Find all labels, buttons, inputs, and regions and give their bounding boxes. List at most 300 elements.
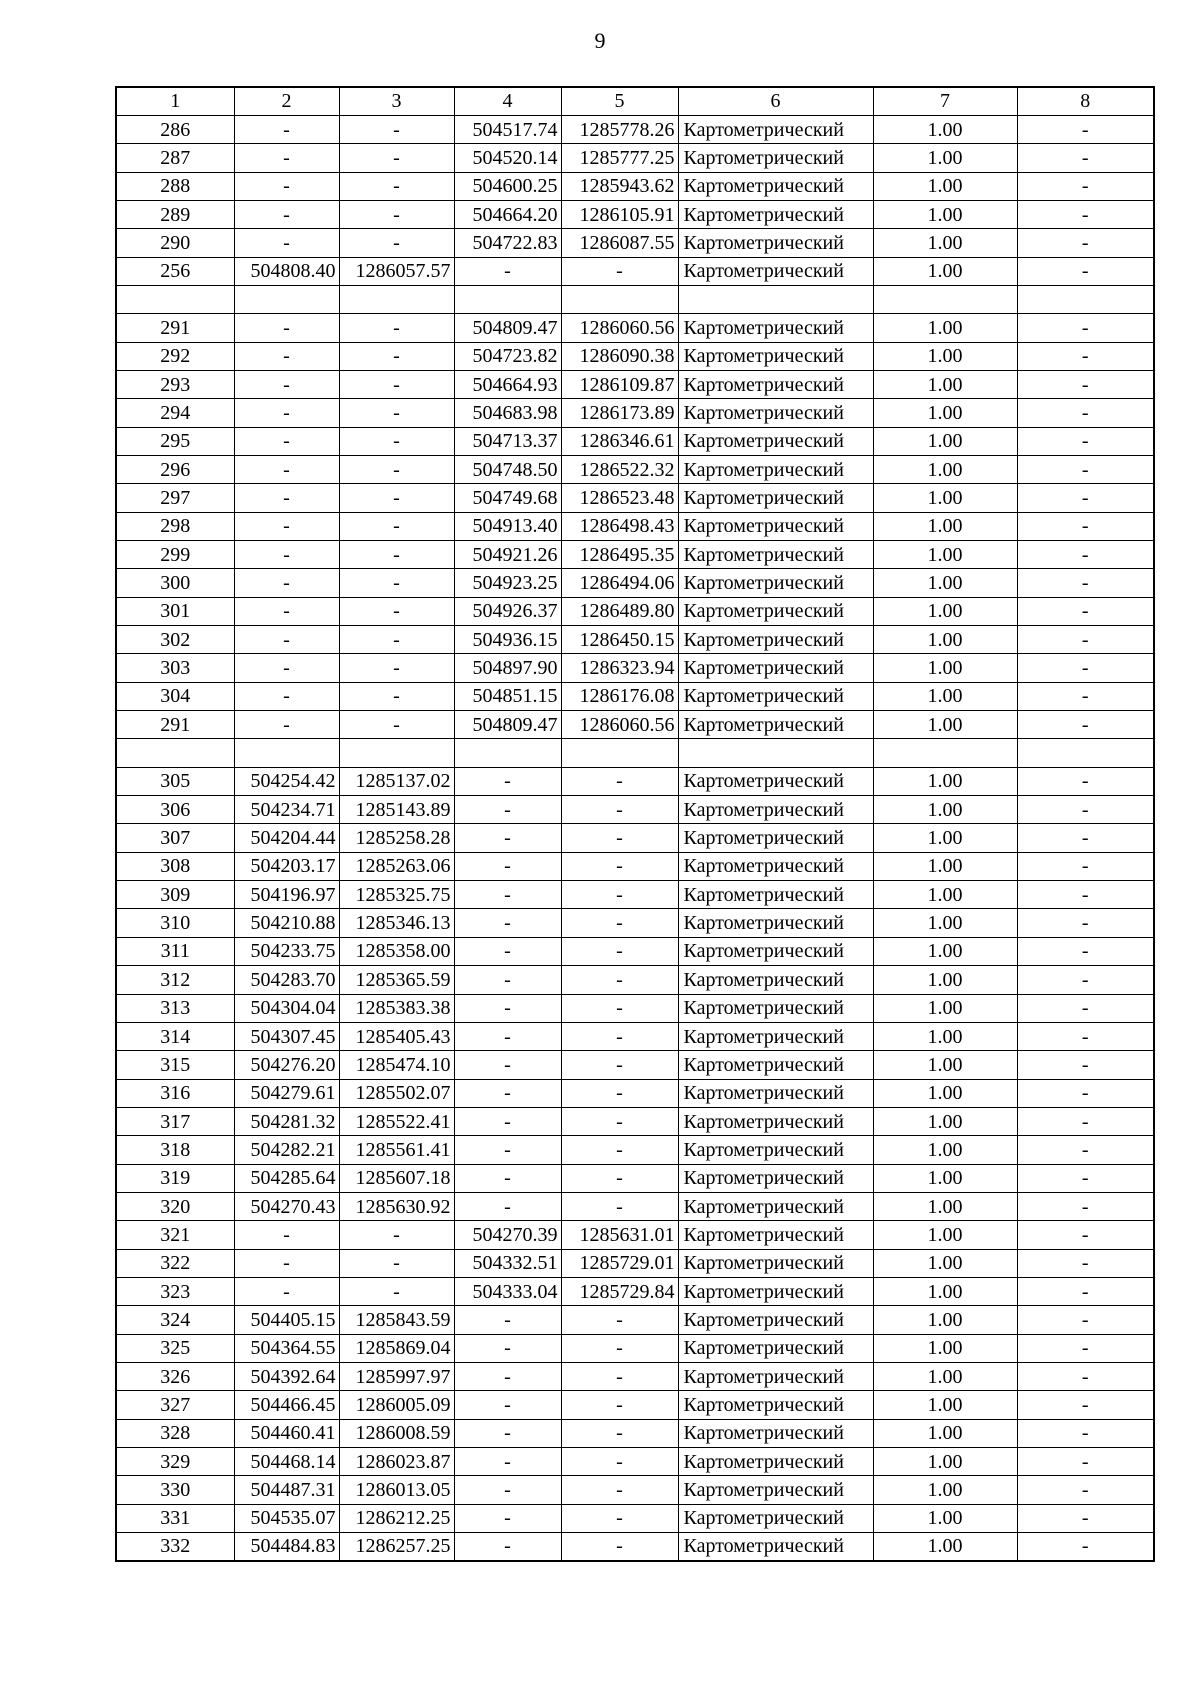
cell-point-number: 307 <box>116 824 234 852</box>
cell-accuracy: 1.00 <box>873 484 1017 512</box>
cell-y-old: 1285869.04 <box>339 1334 454 1362</box>
cell-x-old: 504276.20 <box>234 1051 339 1079</box>
cell-point-number: 256 <box>116 257 234 285</box>
cell-note: - <box>1017 512 1154 540</box>
cell-note: - <box>1017 1476 1154 1504</box>
cell-x-new: - <box>454 1476 561 1504</box>
cell-y-old: - <box>339 626 454 654</box>
cell-method: Картометрический <box>678 427 873 455</box>
cell-y-old: 1285383.38 <box>339 994 454 1022</box>
cell-y-new: - <box>561 966 678 994</box>
cell-y-new: 1285729.84 <box>561 1277 678 1305</box>
cell-note: - <box>1017 257 1154 285</box>
cell-y-new: 1285729.01 <box>561 1249 678 1277</box>
table-row <box>116 1306 1154 1334</box>
cell-accuracy: 1.00 <box>873 1221 1017 1249</box>
table-row <box>116 1136 1154 1164</box>
cell-y-new: - <box>561 1448 678 1476</box>
cell-accuracy: 1.00 <box>873 1107 1017 1135</box>
cell-y-new: - <box>561 824 678 852</box>
cell-method: Картометрический <box>678 512 873 540</box>
cell-x-old: 504203.17 <box>234 852 339 880</box>
cell-y-old: - <box>339 342 454 370</box>
cell-x-old: - <box>234 229 339 257</box>
cell-point-number: 317 <box>116 1107 234 1135</box>
cell-x-old: - <box>234 654 339 682</box>
cell-y-new: - <box>561 1164 678 1192</box>
cell-accuracy: 1.00 <box>873 881 1017 909</box>
cell-y-old: - <box>339 370 454 398</box>
cell-method: Картометрический <box>678 1221 873 1249</box>
table-row <box>116 796 1154 824</box>
cell-note: - <box>1017 824 1154 852</box>
cell-y-old <box>339 739 454 767</box>
cell-accuracy: 1.00 <box>873 427 1017 455</box>
cell-x-new: 504713.37 <box>454 427 561 455</box>
cell-y-old: - <box>339 1221 454 1249</box>
cell-x-new: - <box>454 1051 561 1079</box>
cell-y-old: 1286013.05 <box>339 1476 454 1504</box>
cell-y-new: 1285631.01 <box>561 1221 678 1249</box>
cell-method: Картометрический <box>678 1391 873 1419</box>
cell-point-number: 297 <box>116 484 234 512</box>
cell-y-new: 1286090.38 <box>561 342 678 370</box>
cell-y-new: 1286173.89 <box>561 399 678 427</box>
cell-y-new: 1286060.56 <box>561 314 678 342</box>
cell-y-new: - <box>561 994 678 1022</box>
cell-method: Картометрический <box>678 1504 873 1532</box>
cell-accuracy: 1.00 <box>873 200 1017 228</box>
table-row <box>116 1192 1154 1220</box>
table-row <box>116 484 1154 512</box>
cell-method: Картометрический <box>678 399 873 427</box>
cell-x-new: - <box>454 796 561 824</box>
cell-y-new: 1286060.56 <box>561 711 678 739</box>
cell-x-old: 504304.04 <box>234 994 339 1022</box>
cell-y-new: 1286087.55 <box>561 229 678 257</box>
cell-method: Картометрический <box>678 1476 873 1504</box>
cell-point-number: 304 <box>116 682 234 710</box>
cell-x-old: 504487.31 <box>234 1476 339 1504</box>
cell-x-old <box>234 285 339 313</box>
table-row <box>116 1022 1154 1050</box>
table-row <box>116 1391 1154 1419</box>
cell-point-number: 313 <box>116 994 234 1022</box>
cell-note: - <box>1017 1192 1154 1220</box>
table-row <box>116 427 1154 455</box>
cell-accuracy: 1.00 <box>873 966 1017 994</box>
cell-x-new: - <box>454 1192 561 1220</box>
cell-point-number: 318 <box>116 1136 234 1164</box>
cell-accuracy: 1.00 <box>873 1334 1017 1362</box>
cell-y-old: - <box>339 1249 454 1277</box>
cell-x-new: - <box>454 881 561 909</box>
cell-accuracy: 1.00 <box>873 597 1017 625</box>
table-row <box>116 1419 1154 1447</box>
cell-x-new: - <box>454 1107 561 1135</box>
cell-method: Картометрический <box>678 909 873 937</box>
cell-x-old: 504285.64 <box>234 1164 339 1192</box>
cell-x-old: 504460.41 <box>234 1419 339 1447</box>
cell-note: - <box>1017 909 1154 937</box>
cell-accuracy: 1.00 <box>873 115 1017 143</box>
cell-accuracy: 1.00 <box>873 1306 1017 1334</box>
cell-point-number: 302 <box>116 626 234 654</box>
cell-x-old: - <box>234 399 339 427</box>
cell-note: - <box>1017 1533 1154 1561</box>
cell-note: - <box>1017 796 1154 824</box>
cell-point-number: 293 <box>116 370 234 398</box>
cell-y-old: 1286212.25 <box>339 1504 454 1532</box>
cell-x-new: 504851.15 <box>454 682 561 710</box>
cell-point-number: 332 <box>116 1533 234 1561</box>
cell-y-old: - <box>339 455 454 483</box>
cell-point-number <box>116 739 234 767</box>
cell-accuracy: 1.00 <box>873 172 1017 200</box>
cell-point-number: 326 <box>116 1362 234 1390</box>
cell-point-number: 321 <box>116 1221 234 1249</box>
cell-accuracy: 1.00 <box>873 1277 1017 1305</box>
cell-note: - <box>1017 1221 1154 1249</box>
cell-y-new: - <box>561 1192 678 1220</box>
cell-note: - <box>1017 1277 1154 1305</box>
cell-y-new <box>561 285 678 313</box>
cell-note: - <box>1017 1448 1154 1476</box>
cell-x-new: 504664.93 <box>454 370 561 398</box>
cell-x-old: 504279.61 <box>234 1079 339 1107</box>
cell-y-new: 1286522.32 <box>561 455 678 483</box>
cell-method: Картометрический <box>678 115 873 143</box>
cell-note: - <box>1017 1136 1154 1164</box>
cell-note: - <box>1017 937 1154 965</box>
cell-x-old: - <box>234 626 339 654</box>
cell-point-number: 291 <box>116 314 234 342</box>
table-row <box>116 370 1154 398</box>
cell-accuracy: 1.00 <box>873 767 1017 795</box>
cell-y-old: 1285143.89 <box>339 796 454 824</box>
cell-accuracy: 1.00 <box>873 1448 1017 1476</box>
cell-note: - <box>1017 1051 1154 1079</box>
cell-x-old: - <box>234 427 339 455</box>
cell-y-new: - <box>561 1419 678 1447</box>
cell-point-number: 298 <box>116 512 234 540</box>
cell-y-new: 1285943.62 <box>561 172 678 200</box>
cell-x-new <box>454 285 561 313</box>
cell-point-number: 329 <box>116 1448 234 1476</box>
cell-accuracy: 1.00 <box>873 1079 1017 1107</box>
cell-method: Картометрический <box>678 1362 873 1390</box>
cell-x-new: 504921.26 <box>454 541 561 569</box>
table-row <box>116 569 1154 597</box>
cell-accuracy: 1.00 <box>873 1249 1017 1277</box>
cell-x-new: 504809.47 <box>454 711 561 739</box>
cell-note: - <box>1017 711 1154 739</box>
cell-point-number: 311 <box>116 937 234 965</box>
cell-y-new: - <box>561 1334 678 1362</box>
cell-y-new: - <box>561 1079 678 1107</box>
cell-y-new: 1286495.35 <box>561 541 678 569</box>
cell-x-old: - <box>234 314 339 342</box>
cell-accuracy: 1.00 <box>873 370 1017 398</box>
cell-x-new: 504517.74 <box>454 115 561 143</box>
cell-method: Картометрический <box>678 626 873 654</box>
cell-y-old: 1286257.25 <box>339 1533 454 1561</box>
cell-method: Картометрический <box>678 1277 873 1305</box>
table-row <box>116 200 1154 228</box>
cell-accuracy: 1.00 <box>873 654 1017 682</box>
cell-y-new: - <box>561 257 678 285</box>
table-row <box>116 1533 1154 1561</box>
cell-y-new: 1286105.91 <box>561 200 678 228</box>
cell-x-old: - <box>234 455 339 483</box>
cell-accuracy: 1.00 <box>873 711 1017 739</box>
cell-method: Картометрический <box>678 1419 873 1447</box>
header-cell-accuracy: 7 <box>873 87 1017 115</box>
cell-accuracy: 1.00 <box>873 626 1017 654</box>
cell-y-new: - <box>561 767 678 795</box>
table-row <box>116 314 1154 342</box>
cell-note: - <box>1017 966 1154 994</box>
cell-note: - <box>1017 852 1154 880</box>
table-row <box>116 1079 1154 1107</box>
cell-y-old: 1285474.10 <box>339 1051 454 1079</box>
cell-x-old: - <box>234 200 339 228</box>
cell-x-new: - <box>454 1136 561 1164</box>
cell-accuracy: 1.00 <box>873 909 1017 937</box>
cell-x-old: - <box>234 370 339 398</box>
cell-y-old: - <box>339 597 454 625</box>
table-row <box>116 1051 1154 1079</box>
cell-method: Картометрический <box>678 966 873 994</box>
cell-x-new: - <box>454 1022 561 1050</box>
cell-x-new: - <box>454 852 561 880</box>
table-row <box>116 881 1154 909</box>
cell-x-old: - <box>234 569 339 597</box>
cell-note: - <box>1017 1306 1154 1334</box>
cell-x-new: - <box>454 1362 561 1390</box>
cell-accuracy: 1.00 <box>873 1504 1017 1532</box>
table-row <box>116 824 1154 852</box>
cell-point-number: 331 <box>116 1504 234 1532</box>
cell-y-old: - <box>339 115 454 143</box>
table-row <box>116 144 1154 172</box>
cell-note: - <box>1017 399 1154 427</box>
header-cell-y-new: 5 <box>561 87 678 115</box>
cell-accuracy: 1.00 <box>873 541 1017 569</box>
cell-point-number: 323 <box>116 1277 234 1305</box>
cell-y-new: - <box>561 1107 678 1135</box>
table-row <box>116 455 1154 483</box>
cell-x-old: - <box>234 541 339 569</box>
cell-note: - <box>1017 1391 1154 1419</box>
cell-accuracy <box>873 285 1017 313</box>
cell-y-new: 1286498.43 <box>561 512 678 540</box>
cell-accuracy: 1.00 <box>873 1476 1017 1504</box>
cell-accuracy: 1.00 <box>873 994 1017 1022</box>
table-row <box>116 512 1154 540</box>
cell-y-old: 1286008.59 <box>339 1419 454 1447</box>
cell-x-old: - <box>234 597 339 625</box>
cell-y-old: - <box>339 569 454 597</box>
cell-x-new: 504333.04 <box>454 1277 561 1305</box>
cell-accuracy <box>873 739 1017 767</box>
cell-method: Картометрический <box>678 1249 873 1277</box>
cell-method: Картометрический <box>678 144 873 172</box>
cell-x-old: - <box>234 1221 339 1249</box>
cell-accuracy: 1.00 <box>873 852 1017 880</box>
cell-x-new: - <box>454 909 561 937</box>
table-row <box>116 682 1154 710</box>
cell-method: Картометрический <box>678 682 873 710</box>
table-row <box>116 711 1154 739</box>
cell-point-number: 319 <box>116 1164 234 1192</box>
header-cell-x-old: 2 <box>234 87 339 115</box>
cell-y-old: 1285365.59 <box>339 966 454 994</box>
cell-x-new: 504683.98 <box>454 399 561 427</box>
table-row <box>116 1221 1154 1249</box>
cell-note: - <box>1017 144 1154 172</box>
cell-y-old: - <box>339 172 454 200</box>
cell-x-new: - <box>454 1533 561 1561</box>
table-row <box>116 1277 1154 1305</box>
cell-y-new: 1286450.15 <box>561 626 678 654</box>
cell-note: - <box>1017 172 1154 200</box>
cell-method: Картометрический <box>678 1051 873 1079</box>
cell-accuracy: 1.00 <box>873 1136 1017 1164</box>
cell-method: Картометрический <box>678 455 873 483</box>
cell-accuracy: 1.00 <box>873 342 1017 370</box>
cell-method: Картометрический <box>678 569 873 597</box>
cell-x-old: 504196.97 <box>234 881 339 909</box>
cell-y-new: 1286109.87 <box>561 370 678 398</box>
cell-x-old: 504392.64 <box>234 1362 339 1390</box>
cell-note: - <box>1017 1249 1154 1277</box>
table-row <box>116 852 1154 880</box>
cell-x-old: - <box>234 1249 339 1277</box>
cell-point-number: 320 <box>116 1192 234 1220</box>
cell-x-old: - <box>234 1277 339 1305</box>
cell-point-number: 308 <box>116 852 234 880</box>
cell-x-new: 504809.47 <box>454 314 561 342</box>
cell-point-number: 306 <box>116 796 234 824</box>
table-row <box>116 285 1154 313</box>
cell-x-old: 504405.15 <box>234 1306 339 1334</box>
cell-method: Картометрический <box>678 654 873 682</box>
cell-point-number: 303 <box>116 654 234 682</box>
table-row <box>116 994 1154 1022</box>
cell-y-new: - <box>561 1022 678 1050</box>
table-row <box>116 626 1154 654</box>
cell-x-old: - <box>234 144 339 172</box>
table-row <box>116 1504 1154 1532</box>
cell-point-number: 325 <box>116 1334 234 1362</box>
cell-x-new: - <box>454 1448 561 1476</box>
cell-method: Картометрический <box>678 796 873 824</box>
cell-y-old: 1285358.00 <box>339 937 454 965</box>
cell-x-old: - <box>234 512 339 540</box>
table-row <box>116 541 1154 569</box>
cell-x-new: 504332.51 <box>454 1249 561 1277</box>
cell-method: Картометрический <box>678 342 873 370</box>
cell-method: Картометрический <box>678 1022 873 1050</box>
cell-note: - <box>1017 626 1154 654</box>
cell-x-new: - <box>454 824 561 852</box>
table-body <box>116 87 1154 1561</box>
cell-x-old: - <box>234 711 339 739</box>
cell-accuracy: 1.00 <box>873 455 1017 483</box>
cell-x-new: 504748.50 <box>454 455 561 483</box>
cell-point-number: 315 <box>116 1051 234 1079</box>
cell-note: - <box>1017 1022 1154 1050</box>
cell-x-new: 504923.25 <box>454 569 561 597</box>
cell-y-old: - <box>339 399 454 427</box>
table-row <box>116 172 1154 200</box>
cell-y-old: - <box>339 427 454 455</box>
table-row <box>116 1362 1154 1390</box>
cell-x-old: - <box>234 484 339 512</box>
cell-x-old: 504210.88 <box>234 909 339 937</box>
cell-y-new: - <box>561 1362 678 1390</box>
cell-note: - <box>1017 1107 1154 1135</box>
cell-note <box>1017 739 1154 767</box>
cell-x-new: 504664.20 <box>454 200 561 228</box>
cell-note: - <box>1017 1362 1154 1390</box>
cell-point-number: 312 <box>116 966 234 994</box>
cell-x-new: - <box>454 1419 561 1447</box>
cell-x-new: - <box>454 257 561 285</box>
table-row <box>116 257 1154 285</box>
cell-y-old: 1285997.97 <box>339 1362 454 1390</box>
cell-method <box>678 285 873 313</box>
cell-y-new: - <box>561 796 678 824</box>
cell-method: Картометрический <box>678 881 873 909</box>
cell-method: Картометрический <box>678 370 873 398</box>
cell-x-old: 504535.07 <box>234 1504 339 1532</box>
cell-y-new: - <box>561 1391 678 1419</box>
cell-accuracy: 1.00 <box>873 569 1017 597</box>
cell-y-old: - <box>339 541 454 569</box>
header-cell-point-number: 1 <box>116 87 234 115</box>
cell-point-number: 287 <box>116 144 234 172</box>
cell-method: Картометрический <box>678 484 873 512</box>
cell-method: Картометрический <box>678 1164 873 1192</box>
cell-point-number: 299 <box>116 541 234 569</box>
cell-y-old <box>339 285 454 313</box>
cell-y-new: - <box>561 881 678 909</box>
cell-point-number: 296 <box>116 455 234 483</box>
cell-note: - <box>1017 1504 1154 1532</box>
table-row <box>116 1448 1154 1476</box>
cell-y-new: - <box>561 909 678 937</box>
cell-y-old: - <box>339 711 454 739</box>
table-header-row <box>116 87 1154 115</box>
cell-x-new: - <box>454 767 561 795</box>
cell-y-new: 1286323.94 <box>561 654 678 682</box>
cell-point-number: 289 <box>116 200 234 228</box>
cell-note: - <box>1017 682 1154 710</box>
cell-note: - <box>1017 484 1154 512</box>
cell-y-new: 1286489.80 <box>561 597 678 625</box>
cell-y-new: 1285777.25 <box>561 144 678 172</box>
cell-method: Картометрический <box>678 711 873 739</box>
cell-x-old: 504234.71 <box>234 796 339 824</box>
cell-point-number: 292 <box>116 342 234 370</box>
cell-point-number: 327 <box>116 1391 234 1419</box>
cell-y-new: - <box>561 1136 678 1164</box>
cell-y-old: 1285137.02 <box>339 767 454 795</box>
cell-point-number: 324 <box>116 1306 234 1334</box>
cell-point-number: 301 <box>116 597 234 625</box>
